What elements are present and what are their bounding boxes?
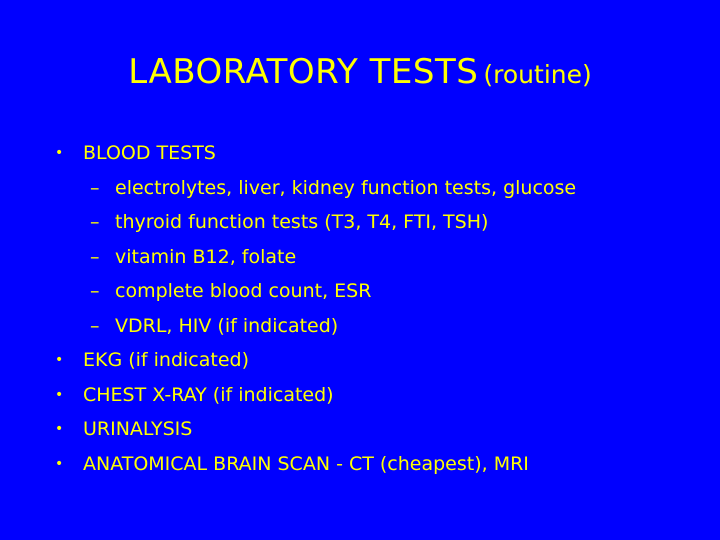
list-item-label: EKG (if indicated) [83,349,250,371]
list-item-label: URINALYSIS [83,418,193,440]
list-item-label: CHEST X-RAY (if indicated) [83,384,334,406]
dash-icon: – [90,211,100,233]
sub-list-item-label: thyroid function tests (T3, T4, FTI, TSH) [115,211,489,233]
title-suffix: (routine) [483,60,592,89]
bullet-icon: • [55,145,64,161]
bullet-icon: • [55,352,64,368]
list-item-label: ANATOMICAL BRAIN SCAN - CT (cheapest), MRI [83,453,529,475]
title-text: LABORATORY TESTS [128,52,479,92]
sub-list-item-label: electrolytes, liver, kidney function tests, glucose [115,177,577,199]
bullet-icon: • [55,456,64,472]
sub-list-item-label: vitamin B12, folate [115,246,297,268]
dash-icon: – [90,280,100,302]
bullet-icon: • [55,387,64,403]
list-item-label: BLOOD TESTS [83,142,216,164]
dash-icon: – [90,177,100,199]
sub-list-item-label: VDRL, HIV (if indicated) [115,315,339,337]
sub-list-item-label: complete blood count, ESR [115,280,372,302]
dash-icon: – [90,246,100,268]
dash-icon: – [90,315,100,337]
bullet-icon: • [55,421,64,437]
